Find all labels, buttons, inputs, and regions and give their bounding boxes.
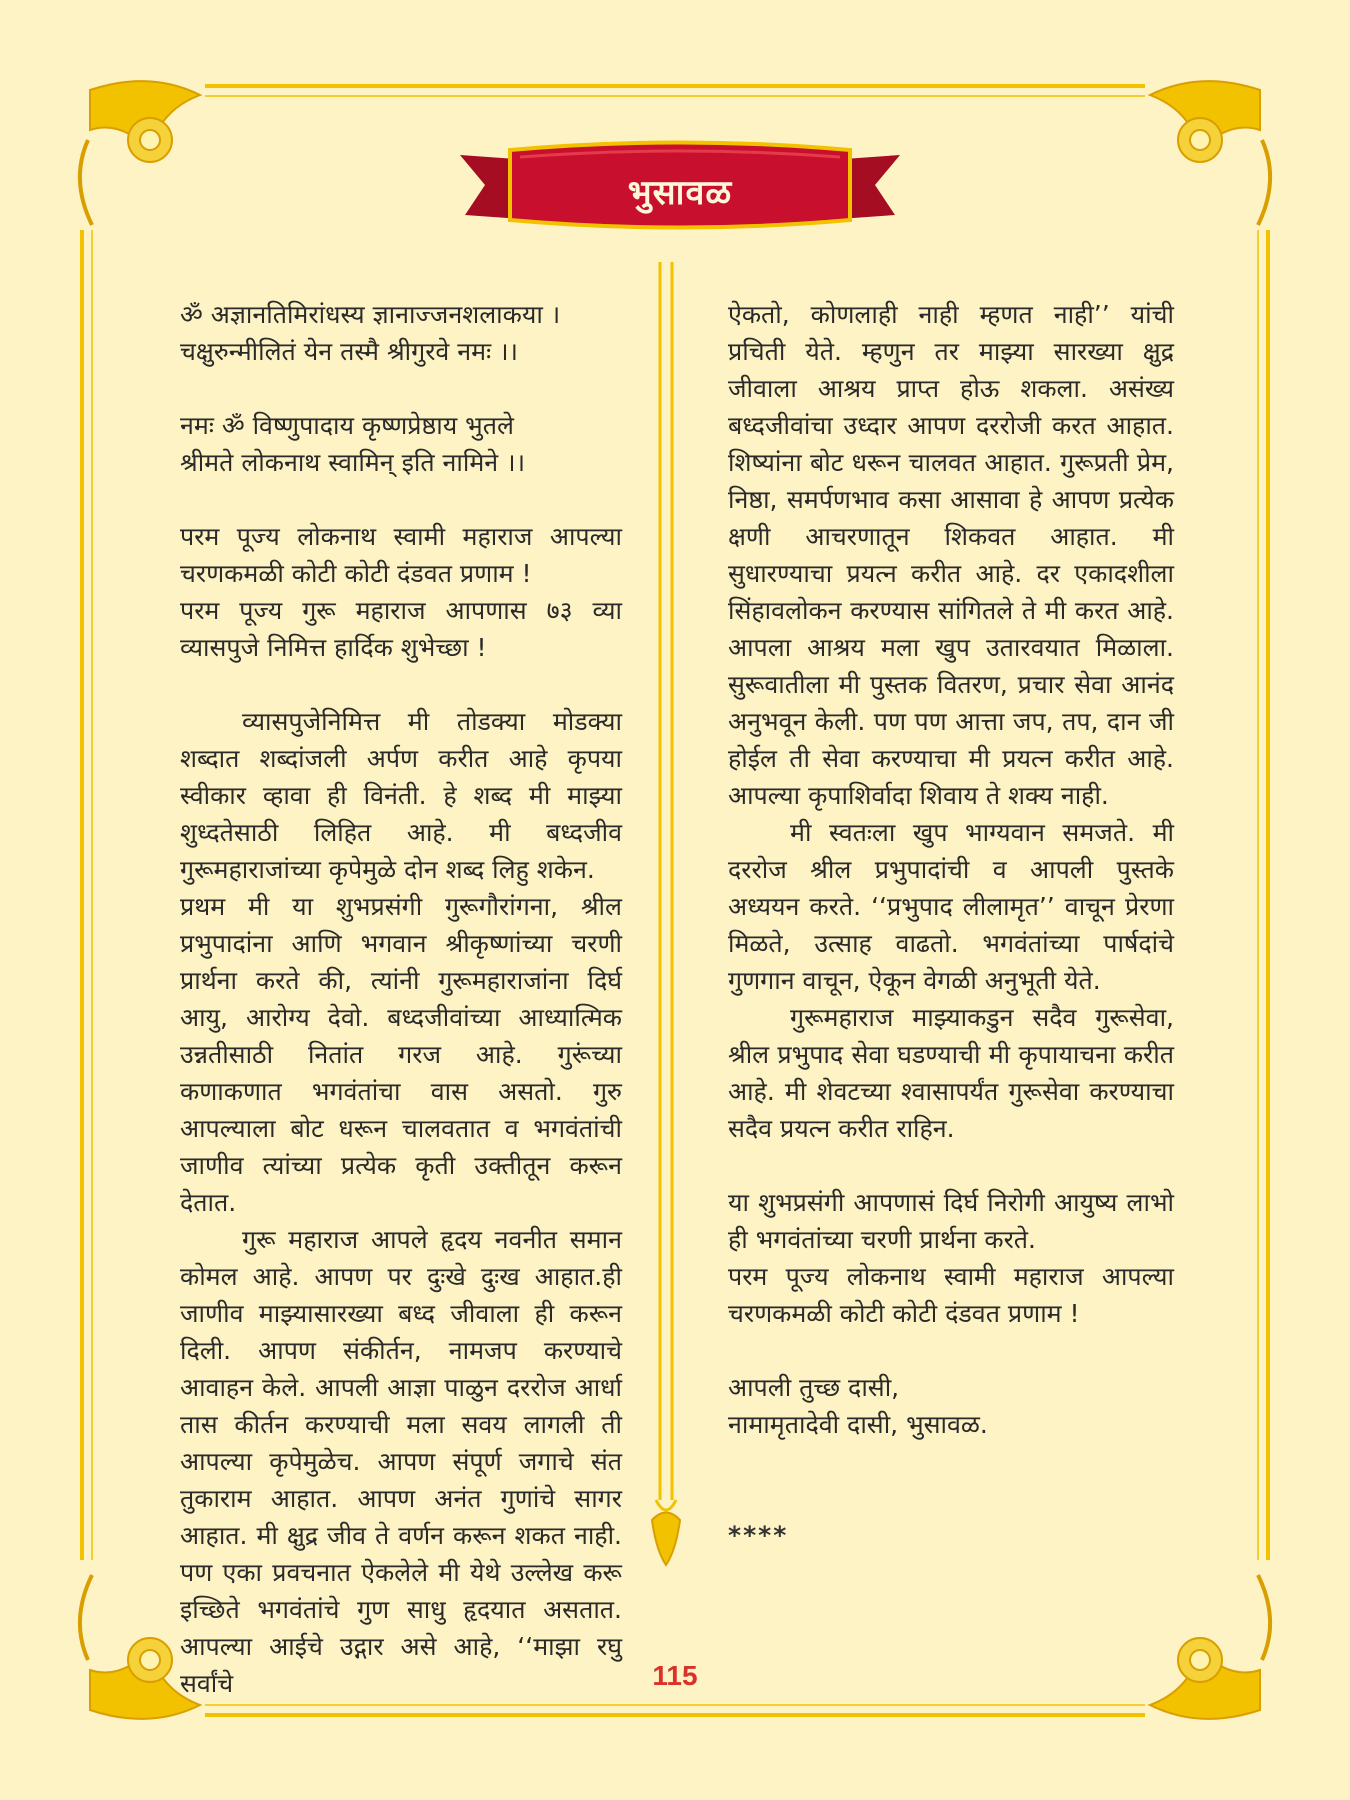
paragraph: गुरूमहाराज माझ्याकडुन सदैव गुरूसेवा, श्रील प्रभुपाद सेवा घडण्याची मी कृपायाचना करीत आहे. मी शेवटच्या श्वासापर्यंत गुरूसेवा करण्याचा सदैव प्रयत्न करीत राहिन. xyxy=(728,1003,1174,1143)
paragraph: व्यासपुजेनिमित्त मी तोडक्या मोडक्या शब्दात शब्दांजली अर्पण करीत आहे कृपया स्वीकार व्हावा ही विनंती. हे शब्द मी माझ्या शुध्दतेसाठी लिहित आहे. मी बध्दजीव गुरूमहाराजांच्या कृपेमुळे दोन शब्द लिहु शकेन. xyxy=(180,707,622,884)
mantra-line: ॐ अज्ञानतिमिरांधस्य ज्ञानाज्जनशलाकया । xyxy=(180,300,561,329)
right-column xyxy=(728,296,1174,1554)
paragraph: या शुभप्रसंगी आपणासं दिर्घ निरोगी आयुष्य लाभो ही भगवंतांच्या चरणी प्रार्थना करते. xyxy=(728,1188,1174,1254)
paragraph: परम पूज्य गुरू महाराज आपणास ७३ व्या व्यासपुजे निमित्त हार्दिक शुभेच्छा ! xyxy=(180,596,622,662)
paragraph: प्रथम मी या शुभप्रसंगी गुरूगौरांगना, श्रील प्रभुपादांना आणि भगवान श्रीकृष्णांच्या चरणी प्रार्थना करते की, त्यांनी गुरूमहाराजांना दिर्घ आयु, आरोग्य देवो. बध्दजीवांच्या आध्यात्मिक उन्नतीसाठी नितांत गरज आहे. गुरूंच्या कणाकणात भगवंतांचा वास असतो. गुरु आपल्याला बोट धरून चालवतात व भगवंतांची जाणीव त्यांच्या प्रत्येक कृती उक्तीतून करून देतात. xyxy=(180,892,622,1217)
mantra-line: श्रीमते लोकनाथ स्वामिन् इति नामिने ।। xyxy=(180,448,526,477)
end-stars: **** xyxy=(728,1521,789,1550)
mantra-line: नमः ॐ विष्णुपादाय कृष्णप्रेष्ठाय भुतले xyxy=(180,411,514,440)
signature-line: आपली तुच्छ दासी, xyxy=(728,1373,900,1402)
page-number: 115 xyxy=(652,1660,698,1691)
paragraph: परम पूज्य लोकनाथ स्वामी महाराज आपल्या चरणकमळी कोटी कोटी दंडवत प्रणाम ! xyxy=(180,522,622,588)
corner-ornament-top-left xyxy=(80,81,200,225)
paragraph: गुरू महाराज आपले हृदय नवनीत समान कोमल आहे. आपण पर दुःखे दुःख आहात.ही जाणीव माझ्यासारख्या बध्द जीवाला ही करून दिली. आपण संकीर्तन, नामजप करण्याचे आवाहन केले. आपली आज्ञा पाळुन दररोज आर्धा तास कीर्तन करण्याची मला सवय लागली ती आपल्या कृपेमुळेच. आपण संपूर्ण जगाचे संत तुकाराम आहात. आपण अनंत गुणांचे सागर आहात. मी क्षुद्र जीव ते वर्णन करून शकत नाही. पण एका प्रवचनात ऐकलेले मी येथे उल्लेख करू इच्छिते भगवंतांचे गुण साधु हृदयात असतात. आपल्या आईचे उद्गार असे आहे, ‘‘माझा रघु सर्वांचे xyxy=(180,1225,622,1698)
paragraph: ऐकतो, कोणलाही नाही म्हणत नाही’’ यांची प्रचिती येते. म्हणुन तर माझ्या सारख्या क्षुद्र जीवाला आश्रय प्राप्त होऊ शकला. असंख्य बध्दजीवांचा उध्दार आपण दररोजी करत आहात. शिष्यांना बोट धरून चालवत आहात. गुरूप्रती प्रेम, निष्ठा, समर्पणभाव कसा आसावा हे आपण प्रत्येक क्षणी आचरणातून शिकवत आहात. मी सुधारण्याचा प्रयत्न करीत आहे. दर एकादशीला सिंहावलोकन करण्यास सांगितले ते मी करत आहे. आपला आश्रय मला खुप उतारवयात मिळाला. सुरूवातीला मी पुस्तक वितरण, प्रचार सेवा आनंद अनुभवून केली. पण पण आत्ता जप, तप, दान जी होईल ती सेवा करण्याचा मी प्रयत्न करीत आहे. आपल्या कृपाशिर्वादा शिवाय ते शक्य नाही. xyxy=(728,300,1174,810)
paragraph: परम पूज्य लोकनाथ स्वामी महाराज आपल्या चरणकमळी कोटी कोटी दंडवत प्रणाम ! xyxy=(728,1262,1174,1328)
signature-line: नामामृतादेवी दासी, भुसावळ. xyxy=(728,1410,988,1439)
column-divider xyxy=(652,262,680,1565)
mantra-line: चक्षुरुन्मीलितं येन तस्मै श्रीगुरवे नमः ।। xyxy=(180,337,519,366)
left-column xyxy=(180,296,622,1702)
corner-ornament-top-right xyxy=(1150,81,1270,225)
corner-ornament-bottom-right xyxy=(1150,1575,1270,1719)
paragraph: मी स्वतःला खुप भाग्यवान समजते. मी दररोज श्रील प्रभुपादांची व आपली पुस्तके अध्ययन करते. ‘‘प्रभुपाद लीलामृत’’ वाचून प्रेरणा मिळते, उत्साह वाढतो. भगवंतांच्या पार्षदांचे गुणगान वाचून, ऐकून वेगळी अनुभूती येते. xyxy=(728,818,1174,995)
page-title: भुसावळ xyxy=(627,173,733,213)
